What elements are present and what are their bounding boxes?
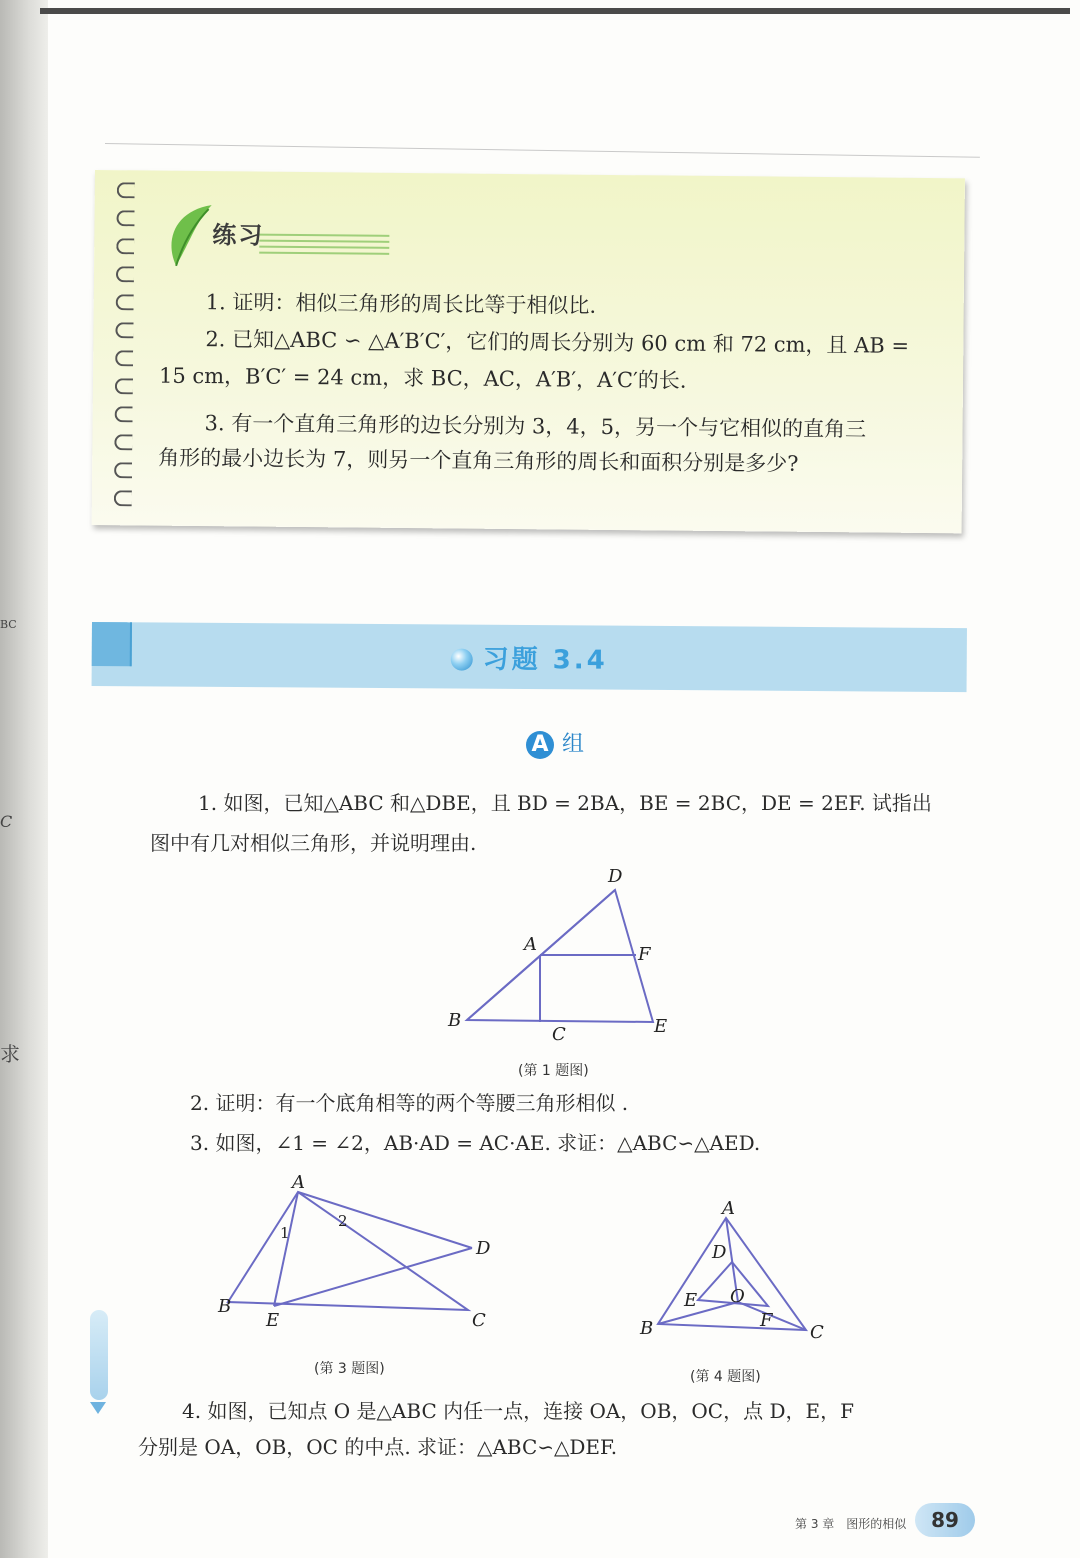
group-letter-badge: A — [526, 731, 554, 759]
exercise-q2-line2: 15 cm，B′C′ = 24 cm，求 BC，AC，A′B′，A′C′的长. — [158, 363, 687, 393]
segment-ad — [298, 1192, 472, 1248]
figure-1 — [440, 860, 700, 1060]
label-d: D — [608, 866, 623, 887]
label-b: B — [640, 1318, 654, 1339]
exercise-q1: 1. 证明：相似三角形的周长比等于相似比. — [205, 290, 597, 318]
exercise-q2-line1: 2. 已知△ABC ∽ △A′B′C′，它们的周长分别为 60 cm 和 72 cm，且 AB = — [205, 327, 910, 358]
figure-4 — [630, 1190, 840, 1355]
label-c: C — [472, 1310, 486, 1331]
ring-icon — [116, 238, 134, 254]
label-e: E — [684, 1290, 698, 1311]
triangle-abc — [658, 1218, 806, 1330]
label-e: E — [266, 1310, 280, 1331]
top-edge — [40, 8, 1070, 14]
exercise-card — [92, 170, 965, 533]
ring-icon — [115, 378, 133, 394]
figure-1-caption: (第 1 题图) — [518, 1063, 589, 1079]
label-b: B — [218, 1296, 232, 1317]
label-f: F — [638, 944, 651, 965]
label-f: F — [760, 1310, 773, 1331]
figure-3-caption: (第 3 题图) — [314, 1361, 385, 1377]
problem-2: 2. 证明：有一个底角相等的两个等腰三角形相似 . — [190, 1091, 629, 1115]
segment-ed — [274, 1248, 472, 1306]
ring-icon — [115, 350, 133, 366]
figure-4-caption: (第 4 题图) — [690, 1369, 761, 1385]
triangle-abc — [228, 1192, 468, 1310]
divider — [105, 143, 980, 158]
ring-icon — [114, 490, 132, 506]
figure-3 — [210, 1170, 510, 1340]
homework-title — [92, 636, 967, 679]
problem-4-line2: 分别是 OA，OB，OC 的中点. 求证：△ABC∽△DEF. — [138, 1435, 618, 1459]
group-label: 组 — [562, 732, 585, 757]
problem-4-line1: 4. 如图，已知点 O 是△ABC 内任一点，连接 OA，OB，OC，点 D，E，F — [182, 1399, 854, 1423]
ring-icon — [115, 322, 133, 338]
exercise-q3-line2: 角形的最小边长为 7，则另一个直角三角形的周长和面积分别是多少? — [158, 445, 799, 476]
homework-banner — [92, 622, 967, 692]
ring-icon — [116, 266, 134, 282]
label-d: D — [712, 1242, 727, 1263]
title-underline — [259, 234, 389, 259]
margin-fragment: 求 — [0, 1042, 20, 1066]
label-c: C — [552, 1024, 566, 1045]
label-o: O — [730, 1286, 745, 1307]
ring-icon — [116, 210, 134, 226]
ring-icon — [114, 434, 132, 450]
ball-icon — [451, 649, 473, 671]
chapter-footer: 第 3 章 图形的相似 — [795, 1517, 907, 1531]
label-e: E — [654, 1016, 668, 1037]
group-heading — [526, 727, 584, 759]
leaf-icon — [156, 201, 217, 272]
label-c: C — [810, 1322, 824, 1343]
angle-2-label: 2 — [338, 1212, 348, 1230]
ring-icon — [115, 406, 133, 422]
ring-icon — [117, 182, 135, 198]
label-a: A — [292, 1172, 305, 1193]
ring-icon — [116, 294, 134, 310]
problem-3: 3. 如图，∠1 = ∠2，AB·AD = AC·AE. 求证：△ABC∽△AED. — [190, 1131, 761, 1155]
exercise-title: 练习 — [212, 221, 265, 250]
label-a: A — [722, 1198, 735, 1219]
page-number: 89 — [915, 1503, 975, 1537]
problem-1-line2: 图中有几对相似三角形，并说明理由. — [150, 831, 477, 855]
exercise-q3-line1: 3. 有一个直角三角形的边长分别为 3，4，5，另一个与它相似的直角三 — [204, 411, 867, 442]
label-b: B — [448, 1010, 462, 1031]
book-spine — [0, 0, 48, 1558]
margin-fragment: C — [0, 812, 13, 831]
ring-icon — [114, 462, 132, 478]
problem-1-line1: 1. 如图，已知△ABC 和△DBE，且 BD = 2BA，BE = 2BC，DE = 2EF. 试指出 — [198, 791, 932, 815]
margin-accent — [90, 1310, 108, 1400]
homework-title-text: 习题 3.4 — [482, 644, 608, 676]
label-d: D — [476, 1238, 491, 1259]
angle-1-label: 1 — [280, 1224, 290, 1242]
margin-fragment: BC — [0, 618, 17, 631]
down-arrow-icon — [90, 1402, 106, 1414]
label-a: A — [524, 934, 537, 955]
